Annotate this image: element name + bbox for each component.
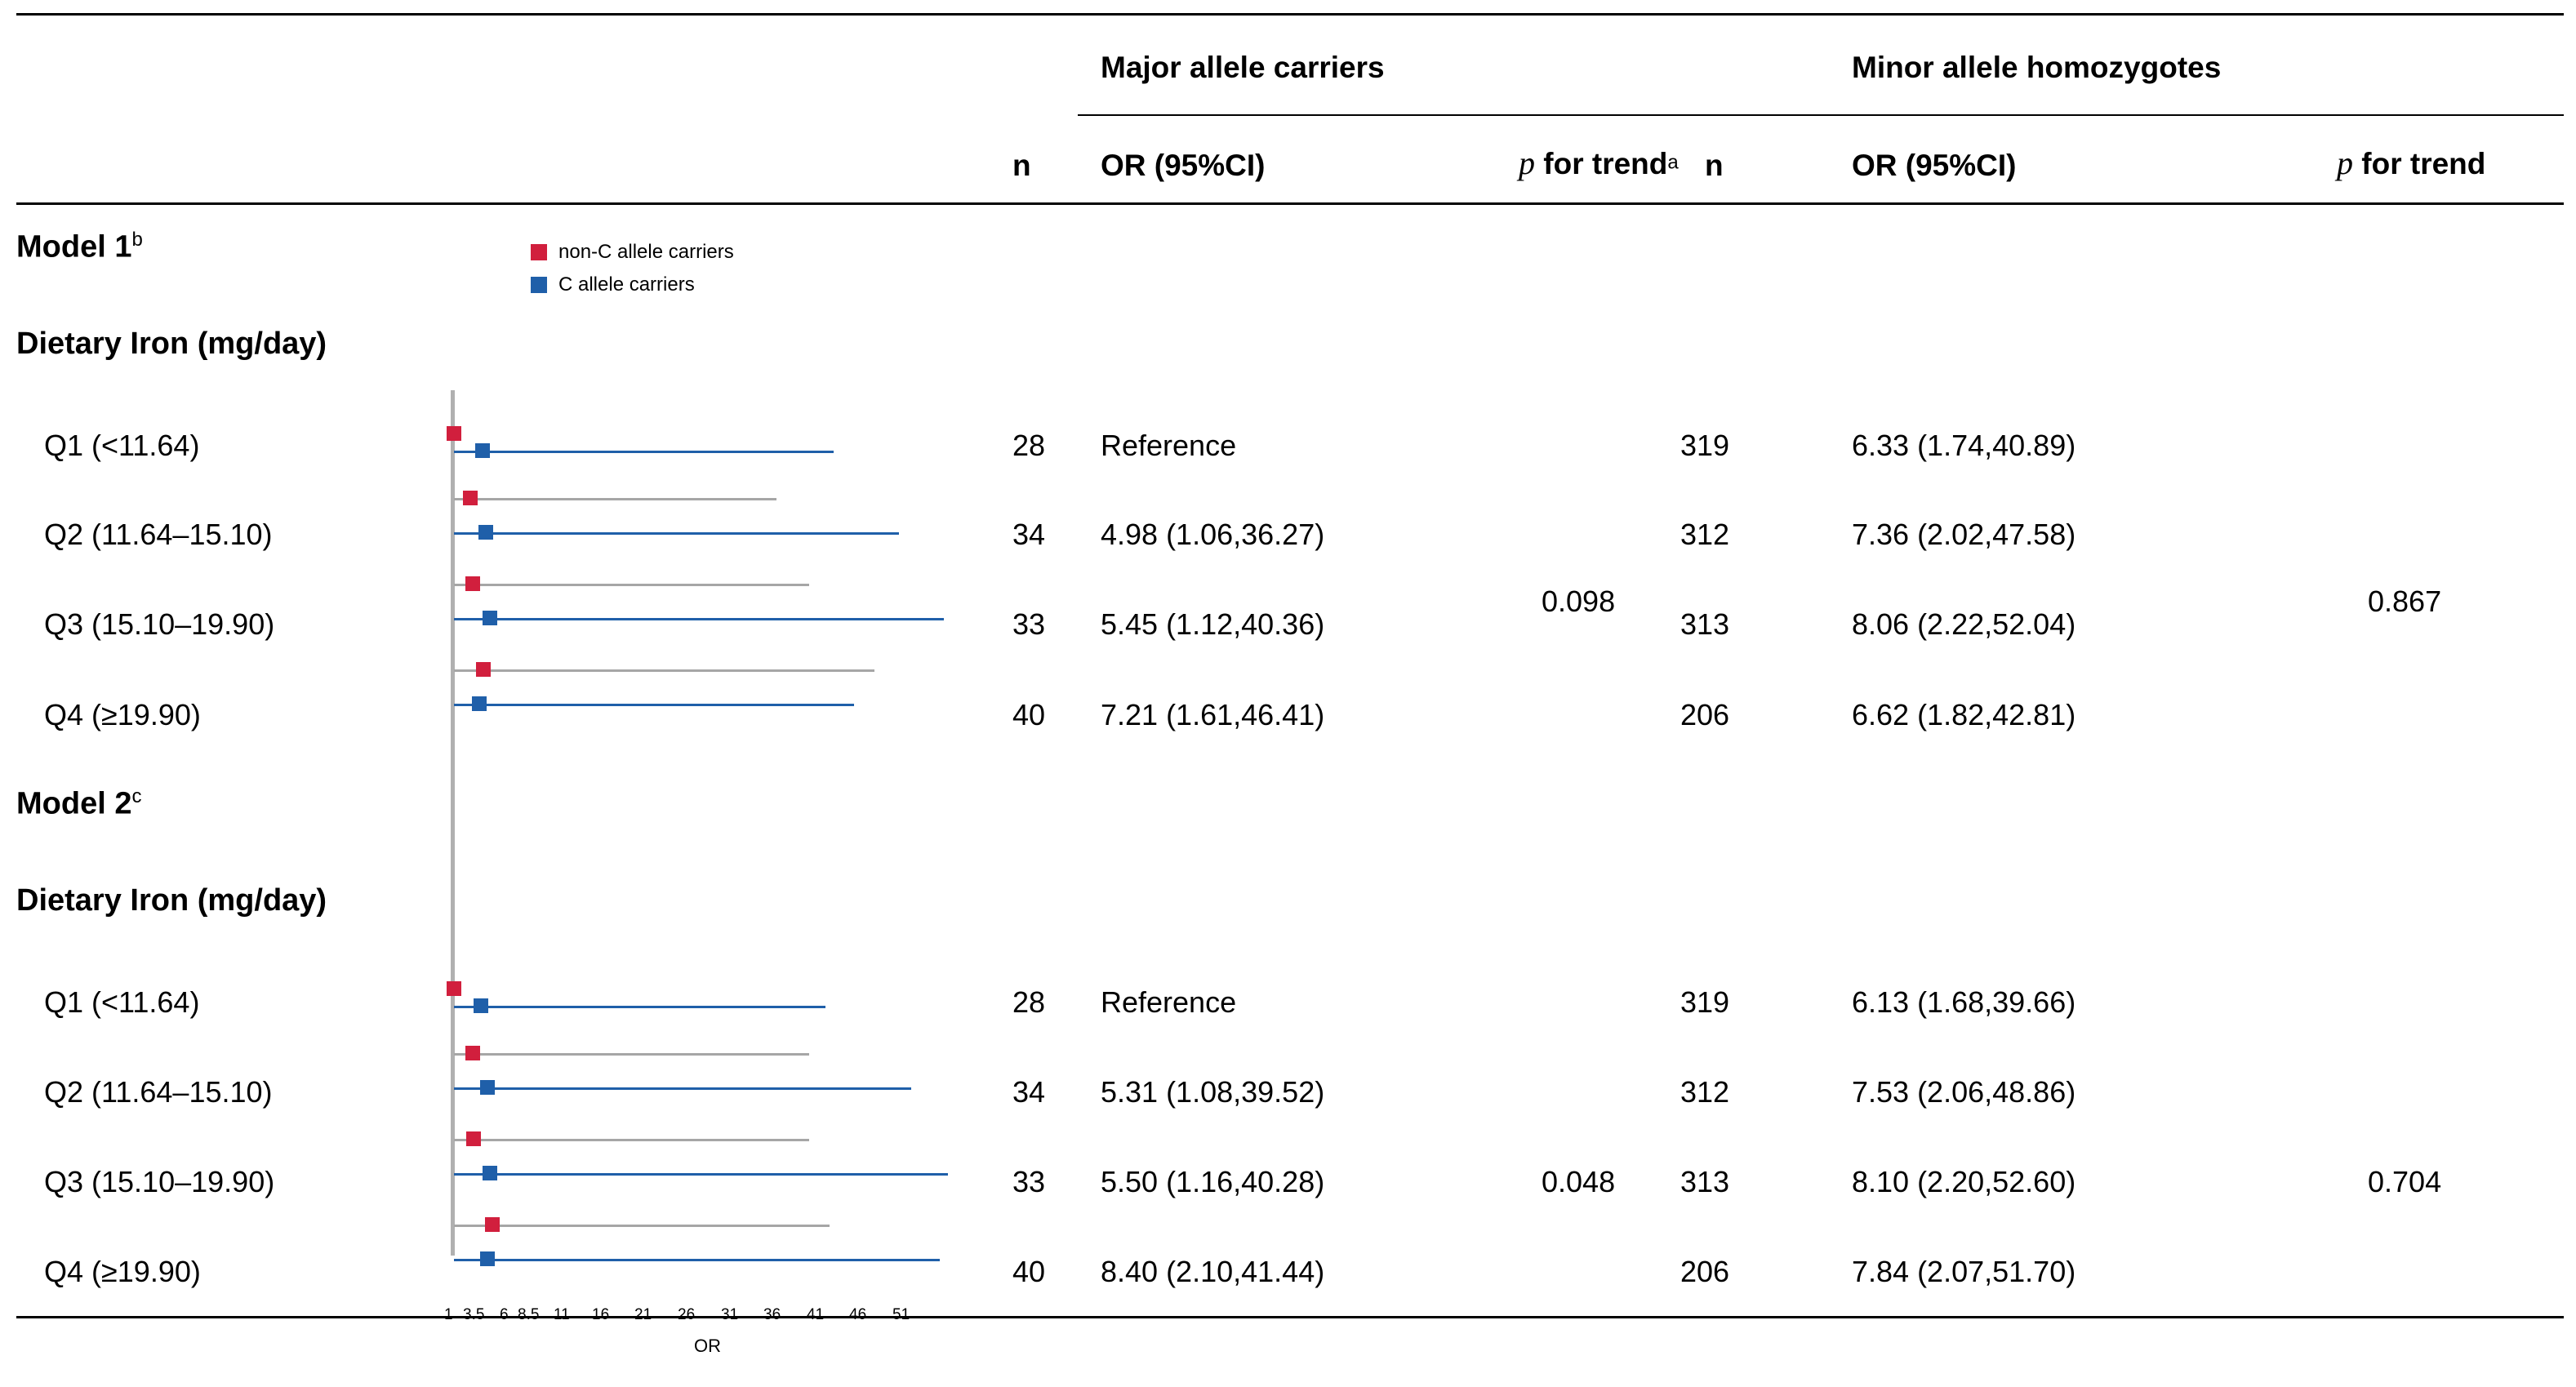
row-or-major: 5.50 (1.16,40.28) (1101, 1165, 1325, 1198)
column-header-or-minor: OR (95%CI) (1852, 149, 2017, 182)
ci-blue (454, 618, 944, 620)
row-label: Q2 (11.64–15.10) (44, 518, 273, 551)
column-header-n-minor: n (1705, 149, 1724, 182)
row-n-major: 33 (1012, 1165, 1046, 1198)
legend-label-non-c: non-C allele carriers (558, 241, 734, 263)
p-trend-minor-model-2: 0.704 (2368, 1165, 2442, 1198)
row-n-major: 40 (1012, 698, 1046, 731)
row-n-minor: 312 (1680, 518, 1730, 551)
ci-red (454, 1225, 830, 1227)
x-tick: 1 (444, 1306, 453, 1323)
point-red (476, 662, 491, 677)
x-tick: 51 (892, 1306, 910, 1323)
reference-line (451, 390, 455, 1256)
x-tick: 26 (678, 1306, 696, 1323)
x-tick: 6 (500, 1306, 509, 1323)
ci-blue (454, 1006, 825, 1008)
column-header-p-major: p for trenda (1519, 144, 1679, 181)
ci-blue (454, 1259, 940, 1261)
x-tick: 16 (592, 1306, 610, 1323)
point-blue (480, 1080, 495, 1095)
ci-blue (454, 704, 854, 706)
row-n-major: 28 (1012, 985, 1046, 1019)
row-label: Q4 (≥19.90) (44, 698, 201, 731)
section-title-model-2: Model 2$^c$ (16, 785, 142, 821)
x-axis-label: OR (694, 1336, 721, 1356)
legend-item-c (531, 273, 734, 296)
row-or-major: 4.98 (1.06,36.27) (1101, 518, 1325, 551)
row-n-minor: 319 (1680, 429, 1730, 462)
p-italic-major: p (1519, 144, 1535, 181)
bottom-rule (16, 1316, 2564, 1318)
group-header-major: Major allele carriers (1101, 51, 1385, 84)
section-exposure-model-2: Dietary Iron (mg/day) (16, 883, 327, 918)
ci-blue (454, 532, 899, 535)
row-n-major: 34 (1012, 518, 1046, 551)
row-n-minor: 313 (1680, 1165, 1730, 1198)
column-header-n-major: n (1012, 149, 1031, 182)
point-blue (483, 611, 497, 625)
top-rule (16, 13, 2564, 16)
ci-red (454, 669, 874, 672)
ci-red (454, 1053, 809, 1056)
row-label: Q3 (15.10–19.90) (44, 607, 275, 641)
ci-red (454, 584, 809, 586)
model-1-footnote-marker: b (131, 229, 143, 251)
legend-swatch-blue-icon (531, 277, 547, 293)
point-blue (478, 525, 493, 540)
forest-plot (425, 384, 996, 1298)
point-blue (480, 1251, 495, 1266)
x-tick: 46 (849, 1306, 867, 1323)
row-label: Q1 (<11.64) (44, 985, 200, 1019)
x-tick: 41 (807, 1306, 825, 1323)
row-label: Q1 (<11.64) (44, 429, 200, 462)
point-red (485, 1217, 500, 1232)
row-or-major: 7.21 (1.61,46.41) (1101, 698, 1325, 731)
model-2-footnote-marker: c (131, 785, 142, 807)
row-or-minor: 6.62 (1.82,42.81) (1852, 698, 2076, 731)
x-tick: 31 (721, 1306, 739, 1323)
header-rule (16, 202, 2564, 205)
row-label: Q2 (11.64–15.10) (44, 1075, 273, 1109)
row-or-major: 8.40 (2.10,41.44) (1101, 1255, 1325, 1288)
x-tick: 21 (634, 1306, 652, 1323)
row-n-major: 33 (1012, 607, 1046, 641)
ci-blue (454, 451, 834, 453)
row-or-minor: 6.13 (1.68,39.66) (1852, 985, 2076, 1019)
section-exposure-model-1: Dietary Iron (mg/day) (16, 327, 327, 361)
section-title-model-1: Model 1$^b$ (16, 229, 143, 265)
ci-blue (454, 1087, 911, 1090)
point-blue (475, 443, 490, 458)
row-n-minor: 206 (1680, 1255, 1730, 1288)
point-red (463, 491, 478, 505)
ci-blue (454, 1173, 948, 1176)
group-header-minor: Minor allele homozygotes (1852, 51, 2222, 84)
column-header-p-minor: p for trend (2337, 144, 2486, 181)
x-tick: 11 (554, 1306, 570, 1323)
point-blue (472, 696, 487, 711)
legend-swatch-red-icon (531, 244, 547, 260)
column-header-or-major: OR (95%CI) (1101, 149, 1266, 182)
point-red (465, 576, 480, 591)
x-axis (425, 1306, 996, 1363)
row-or-major: 5.45 (1.12,40.36) (1101, 607, 1325, 641)
p-trend-minor-model-1: 0.867 (2368, 585, 2442, 618)
row-or-major: Reference (1101, 429, 1237, 462)
row-n-major: 34 (1012, 1075, 1046, 1109)
point-red (466, 1131, 481, 1146)
group-header-rule (1078, 114, 2564, 116)
x-tick: 8.5 (518, 1306, 540, 1323)
row-n-minor: 312 (1680, 1075, 1730, 1109)
x-tick: 3.5 (463, 1306, 485, 1323)
row-n-minor: 206 (1680, 698, 1730, 731)
ci-red (454, 1139, 809, 1141)
row-or-minor: 7.53 (2.06,48.86) (1852, 1075, 2076, 1109)
row-or-minor: 6.33 (1.74,40.89) (1852, 429, 2076, 462)
row-or-major: 5.31 (1.08,39.52) (1101, 1075, 1325, 1109)
row-label: Q4 (≥19.90) (44, 1255, 201, 1288)
legend-item-non-c (531, 241, 734, 264)
row-or-minor: 8.10 (2.20,52.60) (1852, 1165, 2076, 1198)
point-red (465, 1046, 480, 1060)
point-blue (483, 1166, 497, 1180)
point-blue (474, 998, 488, 1013)
legend-label-c: C allele carriers (558, 273, 695, 296)
p-major-footnote-marker: a (1667, 151, 1679, 174)
row-or-minor: 7.36 (2.02,47.58) (1852, 518, 2076, 551)
row-or-minor: 8.06 (2.22,52.04) (1852, 607, 2076, 641)
row-n-minor: 319 (1680, 985, 1730, 1019)
row-or-minor: 7.84 (2.07,51.70) (1852, 1255, 2076, 1288)
x-tick: 36 (763, 1306, 781, 1323)
point-red (447, 981, 461, 996)
row-label: Q3 (15.10–19.90) (44, 1165, 275, 1198)
point-red (447, 426, 461, 441)
row-or-major: Reference (1101, 985, 1237, 1019)
p-trend-major-model-2: 0.048 (1542, 1165, 1616, 1198)
p-italic-minor: p (2337, 144, 2353, 181)
row-n-major: 40 (1012, 1255, 1046, 1288)
row-n-minor: 313 (1680, 607, 1730, 641)
p-trend-major-model-1: 0.098 (1542, 585, 1616, 618)
ci-red (454, 498, 776, 500)
chart-legend (531, 241, 734, 306)
row-n-major: 28 (1012, 429, 1046, 462)
